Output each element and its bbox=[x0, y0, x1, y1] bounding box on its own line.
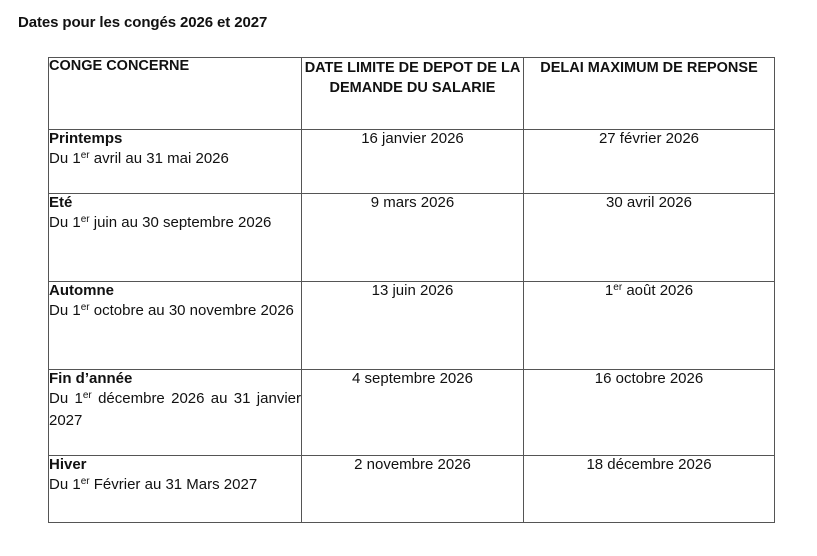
deadline-cell: 4 septembre 2026 bbox=[302, 370, 524, 456]
period-range: Du 1er avril au 31 mai 2026 bbox=[49, 150, 229, 167]
period-range: Du 1er Février au 31 Mars 2027 bbox=[49, 476, 258, 493]
leave-period-cell bbox=[49, 130, 302, 194]
header-max-response: DELAI MAXIMUM DE REPONSE bbox=[524, 58, 775, 130]
table-row bbox=[49, 282, 775, 370]
period-name: Automne bbox=[49, 282, 114, 299]
leave-period-cell bbox=[49, 456, 302, 523]
deadline-cell: 9 mars 2026 bbox=[302, 194, 524, 282]
response-cell: 18 décembre 2026 bbox=[524, 456, 775, 523]
period-range: Du 1er juin au 30 septembre 2026 bbox=[49, 214, 272, 231]
period-name: Hiver bbox=[49, 456, 87, 473]
table-row bbox=[49, 456, 775, 523]
leave-dates-table bbox=[48, 57, 775, 523]
header-deadline: DATE LIMITE DE DEPOT DE LA DEMANDE DU SALARIE bbox=[302, 58, 524, 130]
deadline-cell: 16 janvier 2026 bbox=[302, 130, 524, 194]
table-row bbox=[49, 194, 775, 282]
deadline-cell: 2 novembre 2026 bbox=[302, 456, 524, 523]
leave-period-cell bbox=[49, 282, 302, 370]
leave-period-cell bbox=[49, 370, 302, 456]
response-cell: 30 avril 2026 bbox=[524, 194, 775, 282]
response-cell: 27 février 2026 bbox=[524, 130, 775, 194]
table-row bbox=[49, 370, 775, 456]
leave-period-cell bbox=[49, 194, 302, 282]
table-header-row bbox=[49, 58, 775, 130]
response-cell: 16 octobre 2026 bbox=[524, 370, 775, 456]
period-name: Eté bbox=[49, 194, 73, 211]
period-name: Printemps bbox=[49, 130, 123, 147]
document-title: Dates pour les congés 2026 et 2027 bbox=[18, 14, 268, 31]
response-cell: 1er août 2026 bbox=[524, 282, 775, 370]
table-row bbox=[49, 130, 775, 194]
period-range: Du 1er octobre au 30 novembre 2026 bbox=[49, 302, 294, 319]
header-leave-type: CONGE CONCERNE bbox=[49, 58, 302, 130]
period-range: Du 1er décembre 2026 au 31 janvier 2027 bbox=[49, 390, 301, 429]
deadline-cell: 13 juin 2026 bbox=[302, 282, 524, 370]
period-name: Fin d’année bbox=[49, 370, 133, 387]
